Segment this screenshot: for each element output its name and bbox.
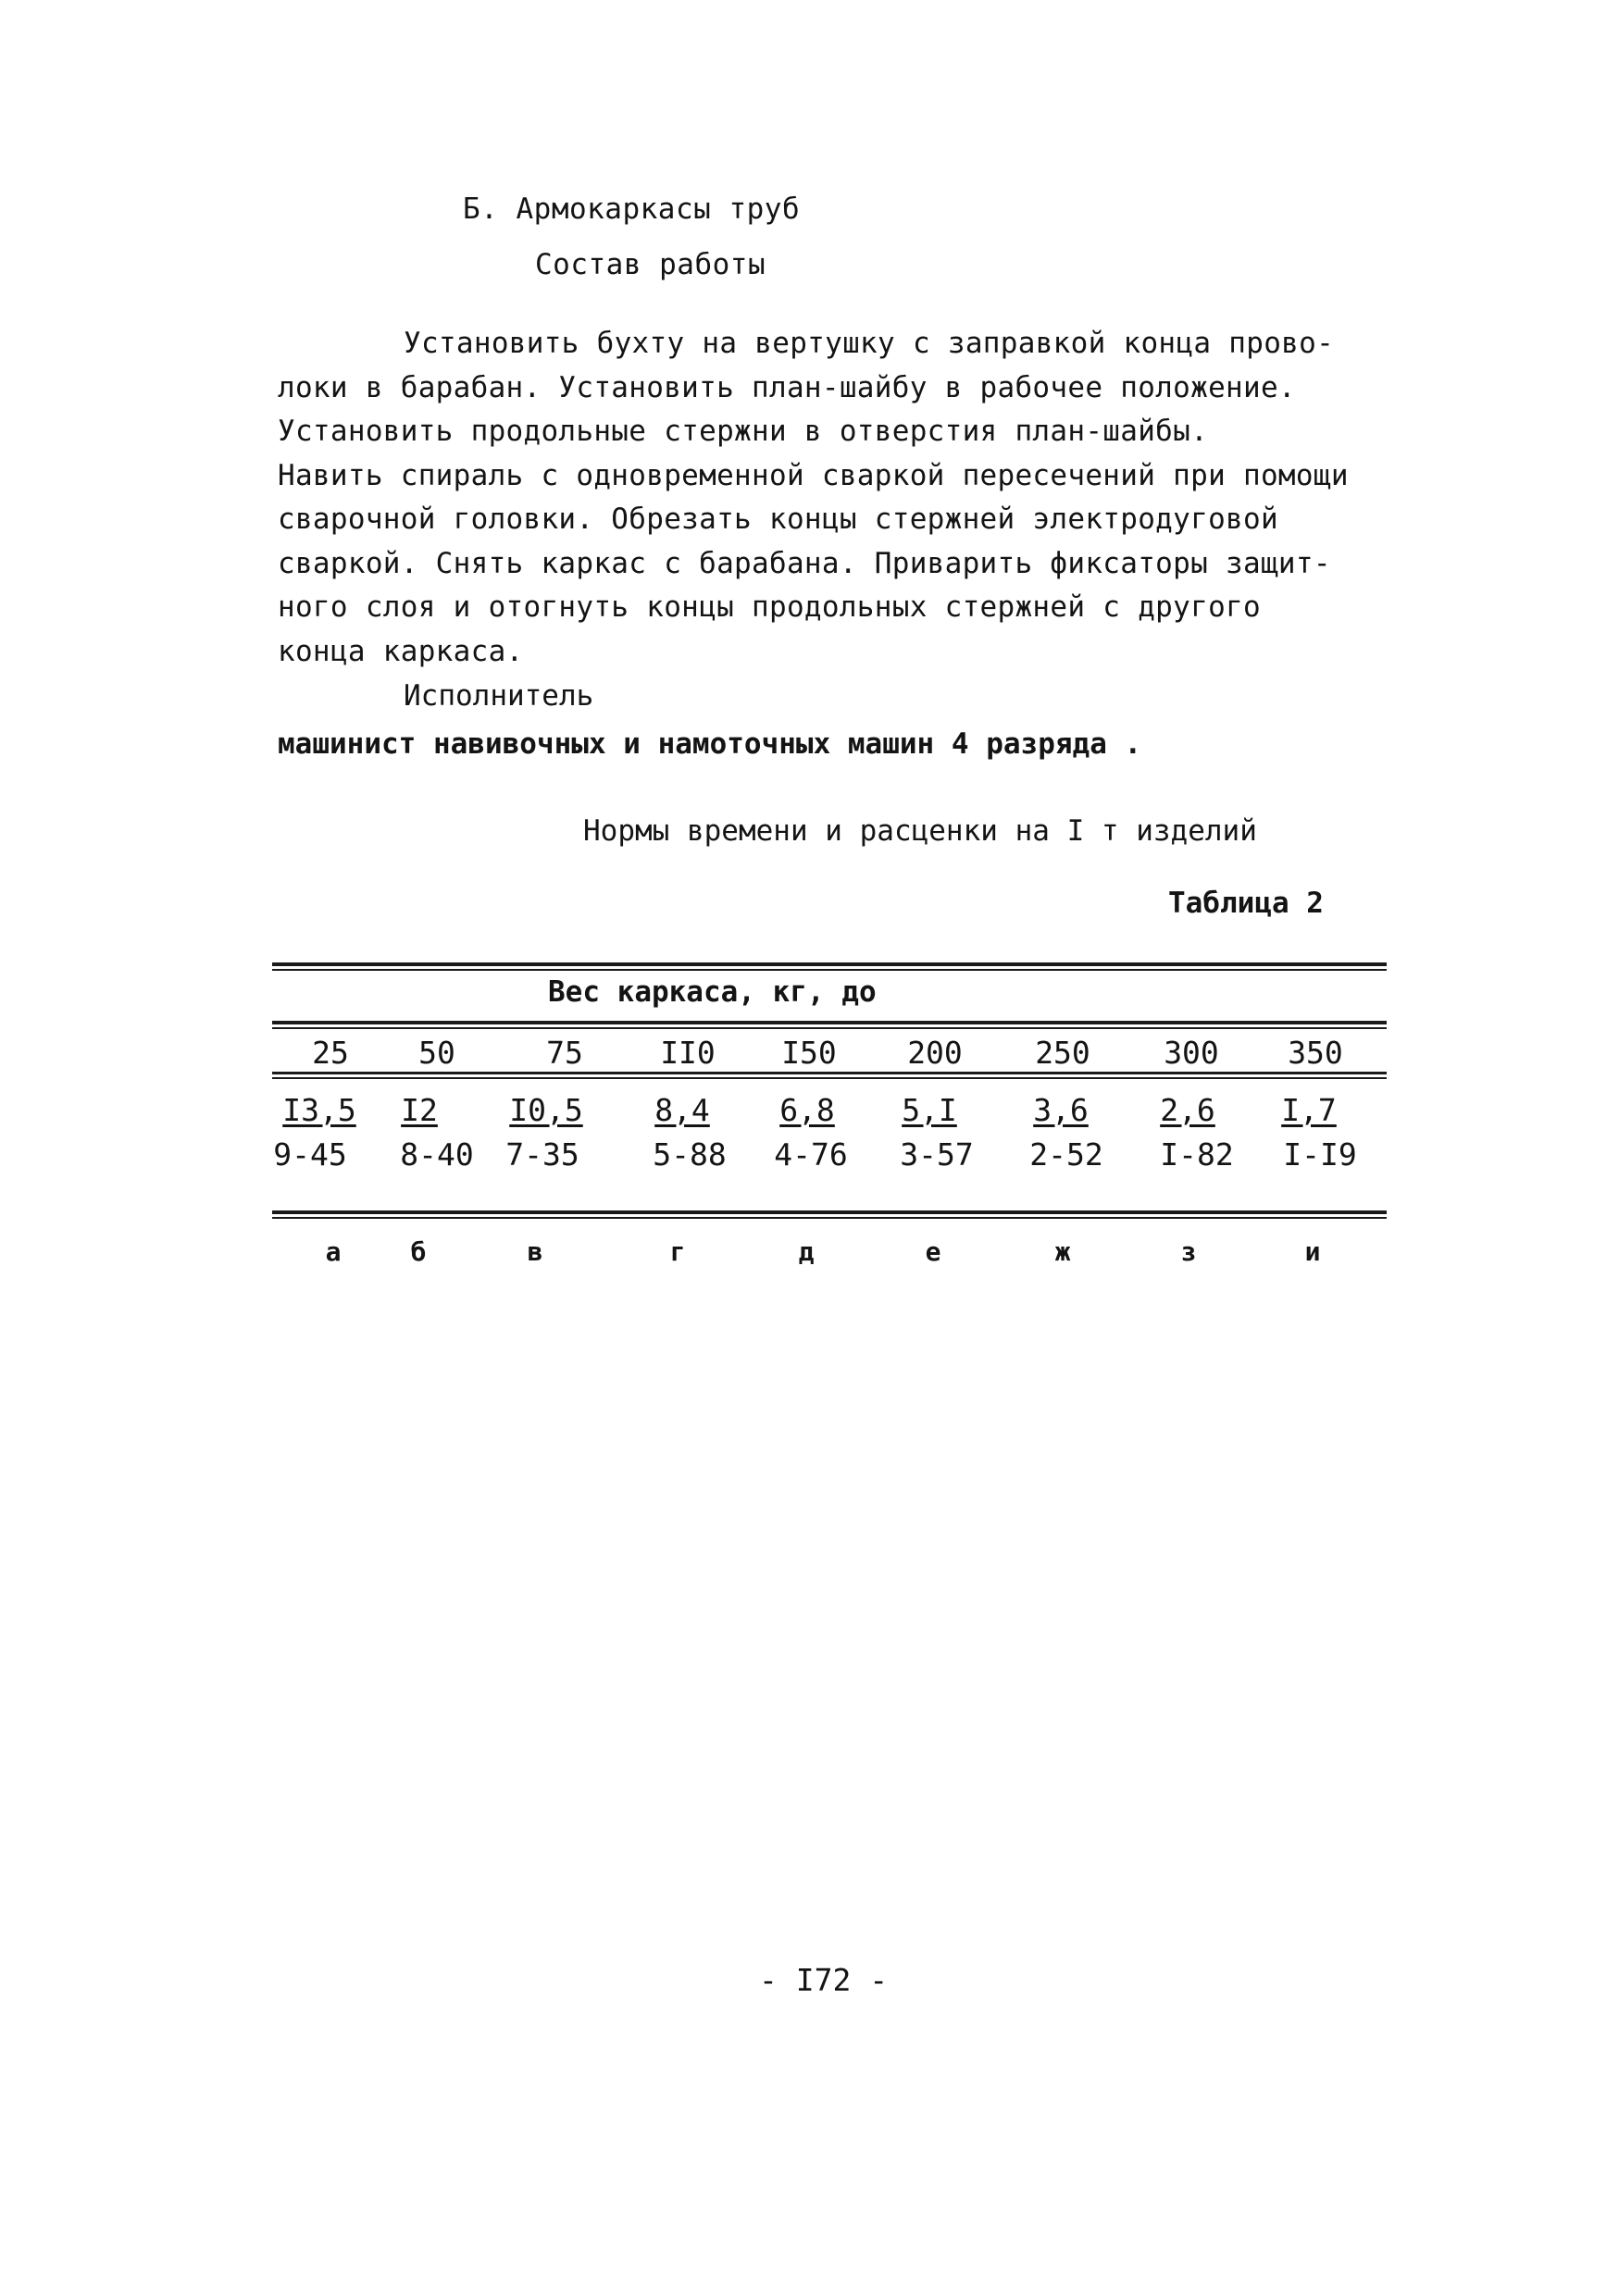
table-rule [272, 1217, 1387, 1219]
time-norm: I,7 [1281, 1092, 1337, 1128]
time-norm: 8,4 [654, 1092, 710, 1128]
price: 3-57 [900, 1136, 974, 1173]
performer-text: машинист навивочных и намоточных машин 4 разряда . [278, 727, 1142, 761]
table-rule [272, 1210, 1387, 1214]
column-header: 50 [418, 1035, 455, 1071]
price: 9-45 [273, 1136, 347, 1173]
column-letter: д [798, 1236, 815, 1267]
work-description [278, 322, 1416, 674]
time-norm: 3,6 [1033, 1092, 1089, 1128]
price: 2-52 [1029, 1136, 1103, 1173]
price: 4-76 [774, 1136, 848, 1173]
price: 8-40 [400, 1136, 474, 1173]
table-rule [272, 1021, 1387, 1024]
column-letter: ж [1054, 1236, 1071, 1267]
weight-header: Вес каркаса, кг, до [548, 975, 877, 1009]
time-norm: 6,8 [779, 1092, 835, 1128]
section-title: Б. Армокаркасы труб [463, 192, 801, 226]
time-norm: I3,5 [282, 1092, 356, 1128]
column-header: II0 [660, 1035, 716, 1071]
time-norm: 2,6 [1160, 1092, 1215, 1128]
column-letter: з [1180, 1236, 1197, 1267]
column-letter: б [410, 1236, 427, 1267]
work-description-line: локи в барабан. Установить план-шайбу в рабочее положение. [278, 370, 1296, 404]
table-rule [272, 1077, 1387, 1079]
work-title: Состав работы [535, 248, 766, 281]
work-description-line: конца каркаса. [278, 634, 524, 668]
column-header: I50 [781, 1035, 837, 1071]
norms-title: Нормы времени и расценки на I т изделий [583, 814, 1257, 848]
column-header: 25 [312, 1035, 349, 1071]
column-letter: г [669, 1236, 686, 1267]
column-letter: и [1304, 1236, 1321, 1267]
work-description-line: сварочной головки. Обрезать концы стержней электродуговой [278, 503, 1278, 536]
column-header: 75 [546, 1035, 583, 1071]
table-rule [272, 969, 1387, 971]
price: I-I9 [1283, 1136, 1357, 1173]
time-norm: I0,5 [509, 1092, 583, 1128]
column-letter: е [925, 1236, 941, 1267]
work-description-line: ного слоя и отогнуть концы продольных стержней с другого [278, 590, 1261, 624]
work-description-line: Установить бухту на вертушку с заправкой конца прово- [404, 327, 1335, 360]
work-description-line: Навить спираль с одновременной сваркой пересечений при помощи [278, 458, 1349, 492]
performer-label: Исполнитель [404, 679, 594, 713]
column-letter: а [325, 1236, 342, 1267]
column-header: 350 [1288, 1035, 1343, 1071]
column-header: 200 [907, 1035, 963, 1071]
time-norm: I2 [401, 1092, 438, 1128]
column-letter: в [527, 1236, 543, 1267]
column-header: 250 [1035, 1035, 1090, 1071]
price: I-82 [1160, 1136, 1234, 1173]
time-norm: 5,I [902, 1092, 957, 1128]
table-rule [272, 1027, 1387, 1029]
table-rule [272, 1072, 1387, 1074]
price: 7-35 [505, 1136, 579, 1173]
work-description-line: Установить продольные стержни в отверстия план-шайбы. [278, 415, 1209, 448]
work-description-line: сваркой. Снять каркас с барабана. Приварить фиксаторы защит- [278, 546, 1331, 580]
page-number: - I72 - [759, 1962, 889, 1998]
table-label: Таблица 2 [1168, 887, 1324, 920]
price: 5-88 [653, 1136, 727, 1173]
table-rule [272, 962, 1387, 966]
column-header: 300 [1164, 1035, 1219, 1071]
